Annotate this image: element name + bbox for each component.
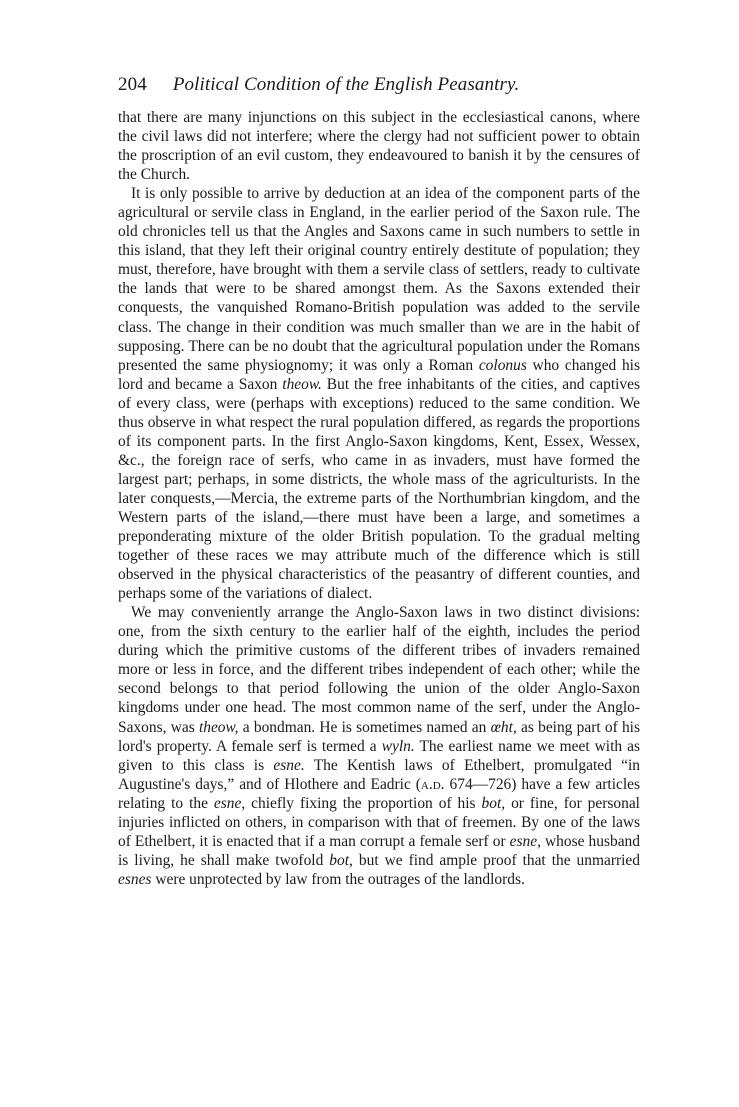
- text-run: whose husband is living, he shall make twofold: [118, 832, 640, 869]
- paragraph-3: [118, 603, 640, 889]
- text-run: We may conveniently arrange the Anglo-Saxon laws in two distinct divisions: one, from the sixth century to the earlier half of the eighth, includes the period during which the primitive customs of the different tribes of invaders remained more or less in force, and the different tribes independent of each other; while the second belongs to that period following the union of the older Anglo-Saxon kingdoms under one head. The most common name of the serf, under the Anglo-Saxons, was: [118, 604, 640, 736]
- text-run: who changed his lord and became a Saxon: [118, 356, 640, 393]
- book-page: [118, 74, 640, 889]
- page-number: 204: [118, 74, 147, 95]
- text-run: but we find ample proof that the unmarried: [352, 851, 640, 869]
- paragraph-1: [118, 108, 640, 184]
- italic-term: wyln.: [381, 737, 415, 755]
- italic-term: esne,: [213, 794, 246, 812]
- running-title: Political Condition of the English Peasantry.: [172, 74, 520, 95]
- text-run: were unprotected by law from the outrages of the landlords.: [151, 870, 525, 888]
- paragraph-2: [118, 184, 640, 603]
- text-run: The earliest name we meet with as given to this class is: [118, 737, 640, 774]
- italic-term: esne.: [273, 756, 305, 774]
- italic-term: esnes: [118, 870, 152, 888]
- text-run: that there are many injunctions on this subject in the ecclesiastical canons, where the civil laws did not interfere; where the clergy had not sufficient power to obtain the proscription of an evil custom, they endeavoured to banish it by the censures of the Church.: [118, 109, 640, 184]
- italic-term: bot,: [329, 851, 353, 869]
- text-run: 674—726) have a few articles relating to the: [118, 775, 640, 812]
- italic-term: colonus: [478, 356, 527, 374]
- italic-term: esne,: [509, 832, 541, 850]
- text-run: chiefly fixing the proportion of his: [245, 794, 482, 812]
- text-run: But the free inhabitants of the cities, and captives of every class, were (perhaps with exceptions) reduced to the same condition. We thus observe in what respect the rural population differed, as regards the proportions of its component parts. In the first Anglo-Saxon kingdoms, Kent, Essex, Wessex, &c., the foreign race of serfs, who came in as invaders, must have formed the largest part; perhaps, in some districts, the whole mass of the agriculturists. In the later conquests,—Mercia, the extreme parts of the Northumbrian kingdom, and the Western parts of the island,—there must have been a large, and sometimes a preponderating mixture of the older British population. To the gradual melting together of these races we may attribute much of the difference which is still observed in the physical characteristics of the peasantry of different counties, and perhaps some of the variations of dialect.: [118, 375, 640, 603]
- text-run: or fine, for personal injuries inflicted on others, in comparison with that of freemen. By one of the laws of Ethelbert, it is enacted that if a man corrupt a female serf or: [118, 794, 640, 850]
- text-run: as being part of his lord's property. A female serf is termed a: [118, 718, 640, 755]
- italic-term: theow.: [282, 375, 322, 393]
- text-run: The Kentish laws of Ethelbert, promulgated “in Augustine's days,” and of Hlothere and Eadric (: [118, 756, 640, 793]
- text-run: a bondman. He is sometimes named an: [238, 718, 491, 736]
- italic-term: theow,: [198, 718, 239, 736]
- body-text: [118, 108, 640, 889]
- italic-term: œht,: [490, 718, 517, 736]
- running-header: [118, 74, 640, 108]
- small-caps-term: a.d.: [420, 775, 445, 793]
- text-run: It is only possible to arrive by deduction at an idea of the component parts of the agricultural or servile class in England, in the earlier period of the Saxon rule. The old chronicles tell us that the Angles and Saxons came in such numbers to settle in this island, that they left their original country entirely destitute of population; they must, therefore, have brought with them a servile class of settlers, ready to cultivate the lands that were to be shared amongst them. As the Saxons extended their conquests, the vanquished Romano-British population was added to the servile class. The change in their condition was much smaller than we are in the habit of supposing. There can be no doubt that the agricultural population under the Romans presented the same physiognomy; it was only a Roman: [118, 185, 640, 374]
- italic-term: bot,: [481, 794, 506, 812]
